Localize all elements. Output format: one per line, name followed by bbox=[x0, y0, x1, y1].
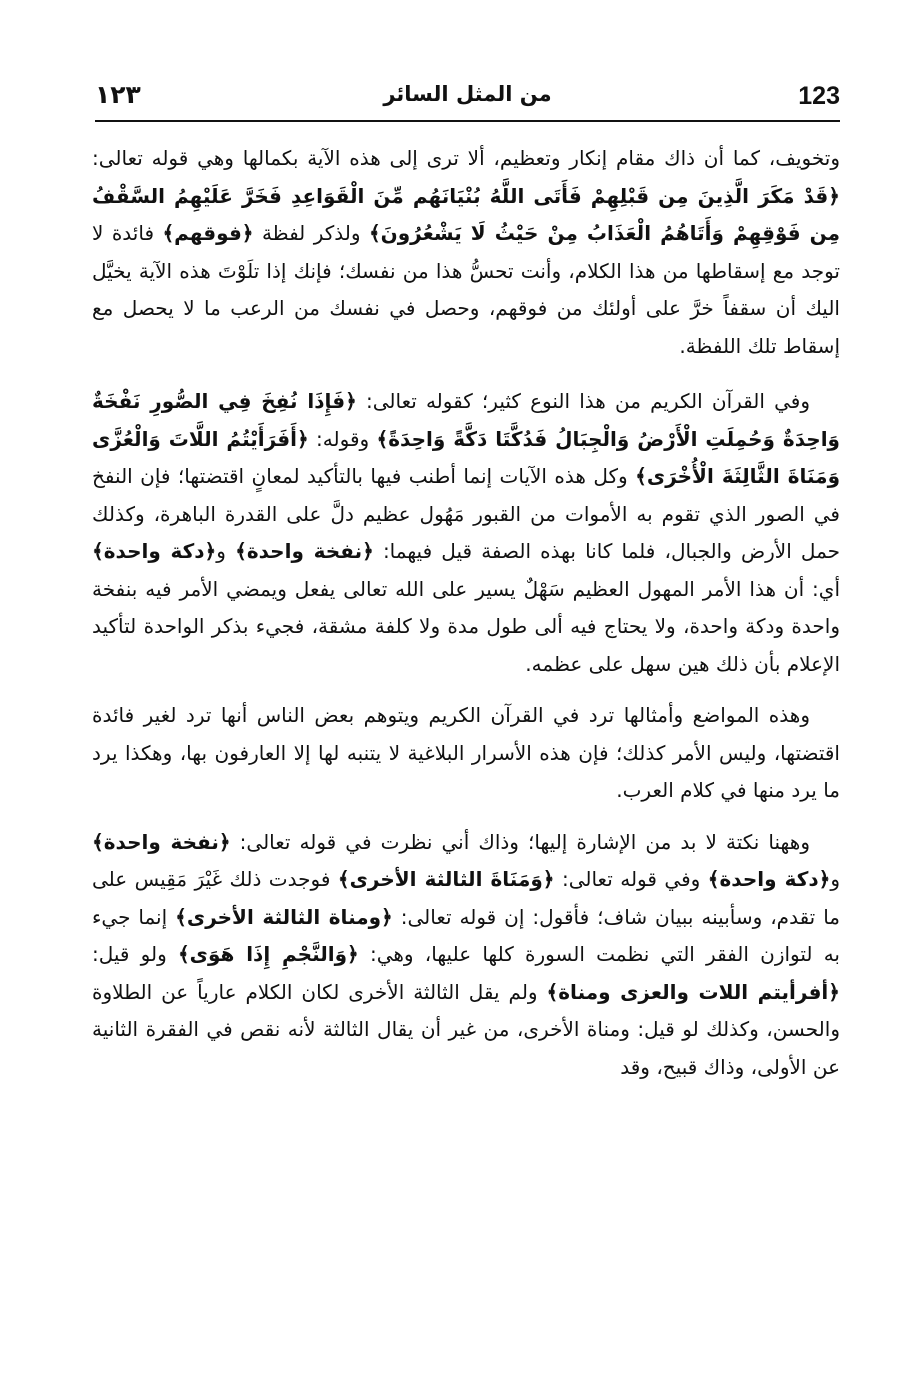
quran-quote: ﴿قَدْ مَكَرَ الَّذِينَ مِن قَبْلِهِمْ فَأَتَى اللَّهُ بُنْيَانَهُم مِّنَ الْقَوَاعِدِ فَخَرَّ عَلَيْهِمُ السَّقْفُ مِن فَوْقِهِمْ وَأَتَاهُمُ الْعَذَابُ مِنْ حَيْثُ لَا يَشْعُرُونَ﴾ bbox=[92, 183, 840, 245]
quran-quote: ﴿وَمَنَاةَ الثالثة الأخرى﴾ bbox=[337, 867, 555, 891]
quran-quote: ﴿ومناة الثالثة الأخرى﴾ bbox=[175, 904, 393, 929]
body-text: وكل هذه الآيات إنما أطنب فيها بالتأكيد لمعانٍ اقتضتها؛ فإن النفخ في الصور الذي تقوم به الأموات من القبور مَهُول عظيم دلَّ على القدرة الباهرة، وكذلك حمل الأرض والجبال، فلما كانا بهذه الصفة قيل فيهما: bbox=[92, 464, 840, 563]
header-rule bbox=[95, 120, 840, 122]
body-text: وههنا نكتة لا بد من الإشارة إليها؛ وذاك أني نظرت في قوله تعالى: bbox=[230, 829, 810, 854]
paragraph bbox=[92, 824, 840, 1087]
quran-quote: ﴿دكة واحدة﴾ bbox=[707, 867, 831, 891]
quran-quote: ﴿أَفَرَأَيْتُمُ اللَّاتَ وَالْعُزَّى وَمَنَاةَ الثَّالِثَةَ الْأُخْرَى﴾ bbox=[92, 426, 840, 488]
running-title: من المثل السائر bbox=[383, 82, 552, 106]
body-text: فائدة لا توجد مع إسقاطها من هذا الكلام، وأنت تحسُّ هذا من نفسك؛ فإنك إذا تلَوْتَ هذه الآية يخيَّل اليك أن سقفاً خرَّ على أولئك من فوقهم، وحصل في نفسك من الرعب ما لا يحصل مع إسقاط تلك اللفظة. bbox=[92, 221, 840, 358]
body-text: و bbox=[830, 867, 841, 891]
page-number-arabic: ١٢٣ bbox=[95, 80, 141, 109]
quran-quote: ﴿نفخة واحدة﴾ bbox=[235, 539, 374, 563]
body-text: وفي قوله تعالى: bbox=[554, 867, 708, 891]
paragraph bbox=[92, 383, 840, 683]
body-text: ولم يقل الثالثة الأخرى لكان الكلام عارياً عن الطلاوة والحسن، وكذلك لو قيل: ومناة الأخرى، من غير أن يقال الثالثة لأنه نقص في الفقرة الثانية عن الأولى، وذاك قبيح، وقد bbox=[92, 979, 840, 1079]
quran-quote: ﴿نفخة واحدة﴾ bbox=[92, 829, 231, 854]
body-text: وفي القرآن الكريم من هذا النوع كثير؛ كقوله تعالى: bbox=[356, 389, 810, 413]
paragraph bbox=[92, 140, 840, 365]
quran-quote: ﴿فوقهم﴾ bbox=[162, 221, 254, 245]
body-text: و bbox=[216, 539, 236, 563]
quran-quote: ﴿دكة واحدة﴾ bbox=[92, 539, 217, 563]
paragraph bbox=[92, 697, 840, 810]
body-text: وقوله: bbox=[308, 426, 377, 451]
quran-quote: ﴿وَالنَّجْمِ إِذَا هَوَى﴾ bbox=[177, 942, 359, 966]
body-text: فوجدت ذلك غَيْرَ مَقِيس على ما تقدم، وسأبينه ببيان شاف؛ فأقول: إن قوله تعالى: bbox=[92, 867, 841, 929]
body-text: إنما جيء به لتوازن الفقر التي نظمت السورة كلها عليها، وهي: bbox=[92, 904, 840, 966]
body-text: أي: أن هذا الأمر المهول العظيم سَهْلٌ يسير على الله تعالى يفعل ويمضي الأمر فيه بنفخة واحدة ودكة واحدة، ولا يحتاج فيه ألى طول مدة ولا كلفة مشقة، فجيء بذكر الواحدة لتأكيد الإعلام بأن ذلك هين سهل على عظمه. bbox=[92, 576, 840, 676]
body-text: وتخويف، كما أن ذاك مقام إنكار وتعظيم، ألا ترى إلى هذه الآية بكمالها وهي قوله تعالى: bbox=[92, 146, 840, 170]
page-body bbox=[92, 140, 840, 1100]
quran-quote: ﴿أفرأيتم اللات والعزى ومناة﴾ bbox=[546, 979, 840, 1004]
body-text: ولذكر لفظة bbox=[253, 221, 369, 245]
body-text: وهذه المواضع وأمثالها ترد في القرآن الكريم ويتوهم بعض الناس أنها ترد لغير فائدة اقتضتها، وليس الأمر كذلك؛ فإن هذه الأسرار البلاغية لا يتنبه لها إلا العارفون بها، وهكذا يرد ما يرد منها في كلام العرب. bbox=[92, 703, 840, 802]
running-header bbox=[95, 78, 840, 122]
body-text: ولو قيل: bbox=[92, 942, 178, 966]
quran-quote: ﴿فَإِذَا نُفِخَ فِي الصُّورِ نَفْخَةٌ وَاحِدَةٌ وَحُمِلَتِ الْأَرْضُ وَالْجِبَالُ فَدُكَّتَا دَكَّةً وَاحِدَةً﴾ bbox=[92, 389, 840, 451]
page-number-latin: 123 bbox=[798, 82, 840, 110]
